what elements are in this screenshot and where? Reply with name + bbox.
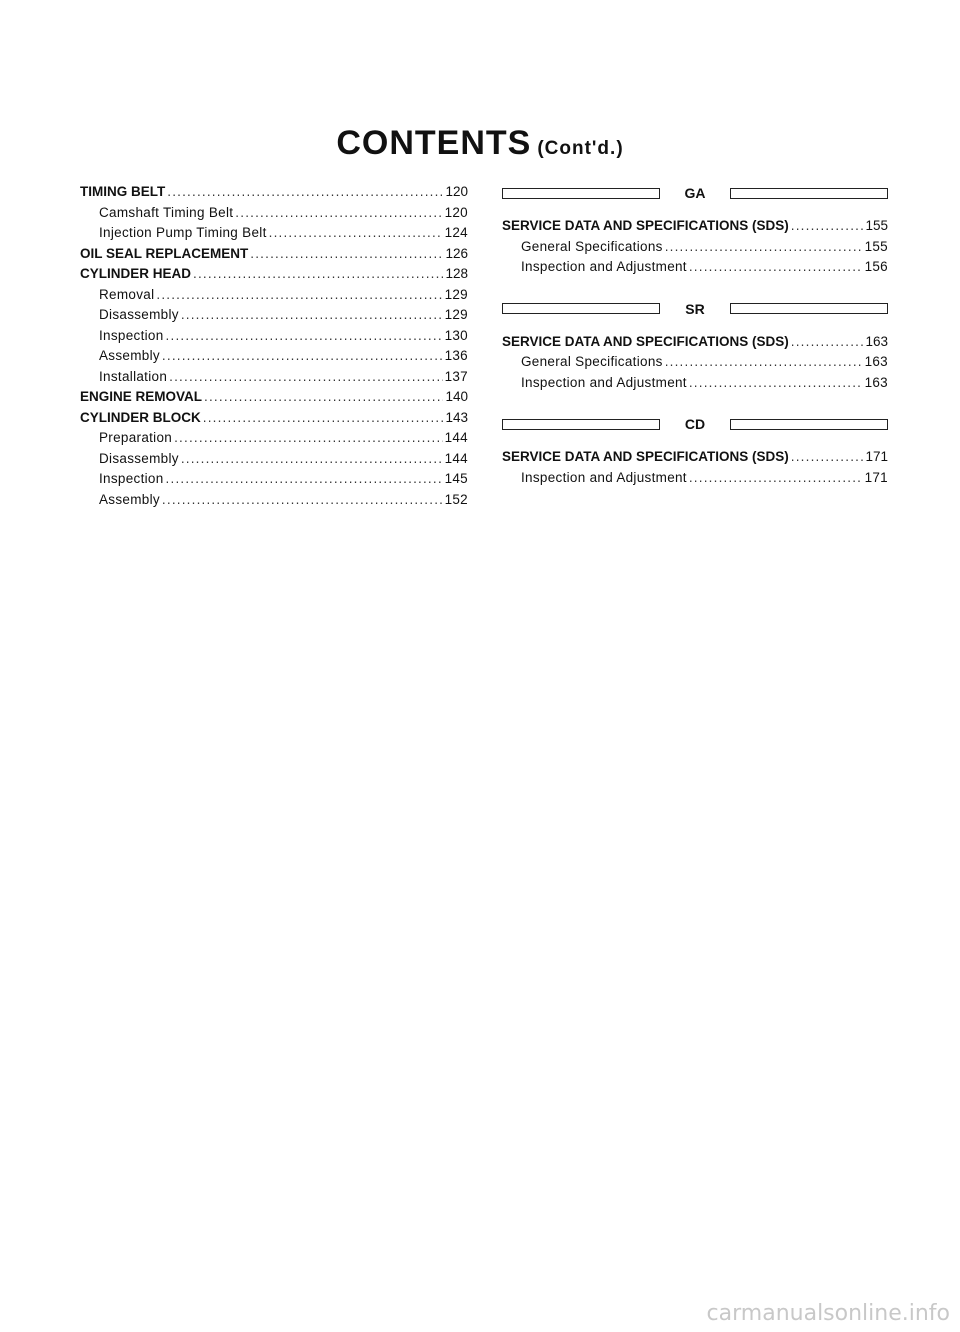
toc-entry-label: Assembly bbox=[99, 348, 160, 363]
toc-entry-label: Disassembly bbox=[99, 307, 179, 322]
divider-box-left bbox=[502, 303, 660, 314]
toc-page-number: 152 bbox=[444, 491, 468, 507]
toc-section-entry[interactable] bbox=[502, 447, 888, 468]
toc-entry-label: General Specifications bbox=[521, 354, 663, 369]
toc-entry-label: SERVICE DATA AND SPECIFICATIONS (SDS) bbox=[502, 333, 789, 349]
divider-box-left bbox=[502, 188, 660, 199]
dot-leader bbox=[791, 216, 864, 237]
toc-subentry[interactable] bbox=[80, 326, 468, 347]
toc-entry-label: SERVICE DATA AND SPECIFICATIONS (SDS) bbox=[502, 218, 789, 233]
toc-subentry[interactable] bbox=[502, 468, 888, 489]
dot-leader bbox=[665, 237, 863, 258]
toc-subentry[interactable] bbox=[502, 237, 888, 258]
divider-box-right bbox=[730, 188, 888, 199]
toc-page-number: 144 bbox=[444, 430, 468, 445]
dot-leader bbox=[166, 326, 443, 347]
toc-page-number: 163 bbox=[864, 354, 888, 369]
toc-subentry[interactable] bbox=[80, 346, 468, 367]
toc-subentry[interactable] bbox=[80, 469, 468, 490]
toc-subentry[interactable] bbox=[80, 490, 468, 511]
toc-subentry[interactable] bbox=[502, 352, 888, 373]
toc-subentry[interactable] bbox=[80, 285, 468, 306]
toc-subentry[interactable] bbox=[80, 367, 468, 388]
toc-page-number: 140 bbox=[445, 389, 468, 404]
toc-entry-label: OIL SEAL REPLACEMENT bbox=[80, 245, 249, 261]
toc-subentry[interactable] bbox=[80, 223, 468, 244]
toc-entry-label: SERVICE DATA AND SPECIFICATIONS (SDS) bbox=[502, 449, 789, 464]
toc-subentry[interactable] bbox=[80, 449, 468, 470]
toc-page-number: 145 bbox=[444, 471, 468, 486]
toc-section-entry[interactable] bbox=[80, 264, 468, 285]
toc-section-entry[interactable] bbox=[80, 182, 468, 203]
toc-entry-label: Inspection and Adjustment bbox=[521, 469, 687, 485]
dot-leader bbox=[203, 408, 444, 429]
dot-leader bbox=[169, 367, 442, 388]
toc-page-number: 155 bbox=[865, 218, 888, 233]
toc-page-number: 124 bbox=[444, 225, 468, 240]
toc-page-number: 163 bbox=[865, 333, 888, 349]
toc-right-column bbox=[502, 182, 888, 488]
toc-page-number: 137 bbox=[444, 368, 468, 384]
toc-page-number: 120 bbox=[444, 204, 468, 220]
toc-entry-label: General Specifications bbox=[521, 238, 663, 254]
dot-leader bbox=[689, 373, 863, 394]
toc-page-number: 129 bbox=[444, 307, 468, 322]
toc-entry-label: Preparation bbox=[99, 430, 173, 445]
toc-entry-label: Injection Pump Timing Belt bbox=[99, 225, 267, 240]
toc-entry-label: Camshaft Timing Belt bbox=[99, 204, 234, 220]
toc-subentry[interactable] bbox=[502, 257, 888, 278]
engine-code-label: GA bbox=[684, 185, 706, 201]
toc-page-number: 163 bbox=[864, 374, 888, 390]
engine-code-label: SR bbox=[685, 300, 705, 317]
divider-box-left bbox=[502, 419, 660, 430]
toc-subentry[interactable] bbox=[80, 428, 468, 449]
section-divider bbox=[502, 298, 888, 320]
toc-page-number: 156 bbox=[864, 259, 888, 274]
divider-box-right bbox=[730, 419, 888, 430]
toc-page-number: 171 bbox=[864, 469, 888, 485]
toc-page-number: 143 bbox=[445, 409, 468, 425]
engine-code-label: CD bbox=[684, 416, 706, 432]
contents-heading: CONTENTS bbox=[336, 124, 532, 162]
contents-continued-label: (Cont'd.) bbox=[537, 138, 624, 159]
dot-leader bbox=[166, 469, 443, 490]
dot-leader bbox=[181, 449, 443, 470]
toc-section-entry[interactable] bbox=[80, 387, 468, 408]
toc-page-number: 120 bbox=[445, 184, 468, 199]
toc-subentry[interactable] bbox=[80, 305, 468, 326]
dot-leader bbox=[181, 305, 443, 326]
toc-section-entry[interactable] bbox=[502, 216, 888, 237]
dot-leader bbox=[791, 447, 864, 468]
toc-page-number: 171 bbox=[865, 449, 888, 464]
watermark-text: carmanualsonline.info bbox=[706, 1301, 950, 1326]
dot-leader bbox=[162, 490, 443, 511]
toc-entry-label: Disassembly bbox=[99, 450, 179, 466]
toc-entry-label: Inspection and Adjustment bbox=[521, 259, 687, 274]
toc-section-entry[interactable] bbox=[502, 332, 888, 353]
toc-page-number: 129 bbox=[444, 286, 468, 302]
toc-page-number: 144 bbox=[444, 450, 468, 466]
toc-section-entry[interactable] bbox=[80, 408, 468, 429]
toc-subentry[interactable] bbox=[502, 373, 888, 394]
toc-entry-label: Inspection and Adjustment bbox=[521, 374, 687, 390]
dot-leader bbox=[204, 387, 443, 408]
dot-leader bbox=[235, 203, 442, 224]
toc-subentry[interactable] bbox=[80, 203, 468, 224]
dot-leader bbox=[269, 223, 443, 244]
toc-entry-label: TIMING BELT bbox=[80, 184, 166, 199]
dot-leader bbox=[250, 244, 443, 265]
dot-leader bbox=[162, 346, 443, 367]
toc-page-number: 130 bbox=[444, 327, 468, 343]
toc-page-number: 155 bbox=[864, 238, 888, 254]
toc-entry-label: Assembly bbox=[99, 491, 160, 507]
dot-leader bbox=[665, 352, 863, 373]
dot-leader bbox=[791, 332, 864, 353]
section-divider bbox=[502, 413, 888, 435]
dot-leader bbox=[156, 285, 442, 306]
toc-page-number: 126 bbox=[445, 245, 468, 261]
toc-page-number: 128 bbox=[445, 266, 468, 281]
divider-box-right bbox=[730, 303, 888, 314]
toc-left-column bbox=[80, 182, 468, 510]
toc-entry-label: CYLINDER BLOCK bbox=[80, 409, 201, 425]
toc-entry-label: Installation bbox=[99, 368, 168, 384]
toc-entry-label: Inspection bbox=[99, 327, 164, 343]
dot-leader bbox=[689, 468, 863, 489]
dot-leader bbox=[193, 264, 443, 285]
toc-entry-label: Inspection bbox=[99, 471, 164, 486]
dot-leader bbox=[174, 428, 442, 449]
dot-leader bbox=[167, 182, 443, 203]
page-title bbox=[0, 124, 960, 163]
toc-entry-label: CYLINDER HEAD bbox=[80, 266, 192, 281]
section-divider bbox=[502, 182, 888, 204]
dot-leader bbox=[689, 257, 863, 278]
toc-page-number: 136 bbox=[444, 348, 468, 363]
toc-entry-label: ENGINE REMOVAL bbox=[80, 389, 203, 404]
toc-section-entry[interactable] bbox=[80, 244, 468, 265]
toc-entry-label: Removal bbox=[99, 286, 155, 302]
